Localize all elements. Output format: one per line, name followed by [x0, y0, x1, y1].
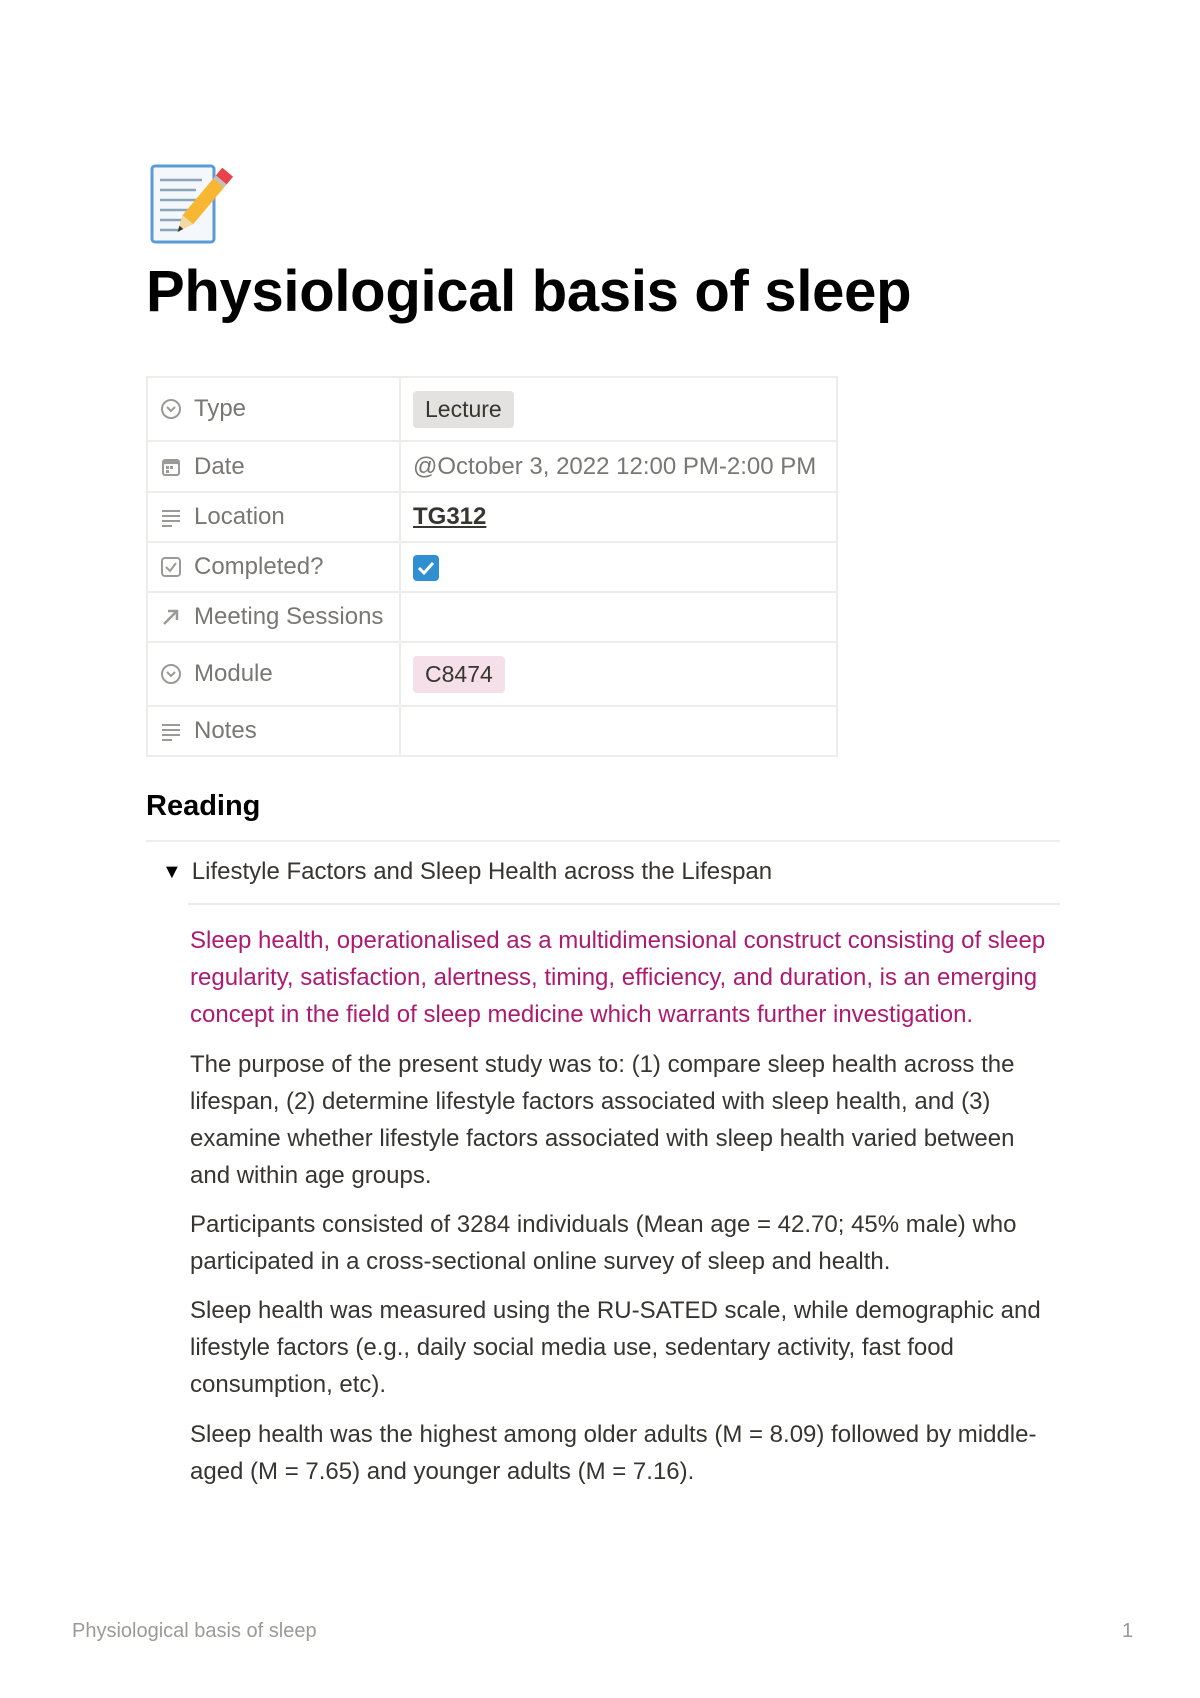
toggle-triangle-icon[interactable]: ▼ — [162, 860, 182, 883]
checkbox-icon — [160, 556, 182, 578]
property-row-location[interactable] — [147, 492, 837, 542]
date-value[interactable]: @October 3, 2022 12:00 PM-2:00 PM — [413, 452, 817, 480]
property-key — [147, 492, 400, 542]
property-value[interactable] — [400, 642, 837, 706]
page-title: Physiological basis of sleep — [146, 259, 912, 324]
property-value[interactable] — [400, 542, 837, 592]
property-key — [147, 542, 400, 592]
divider — [188, 903, 1060, 905]
property-key — [147, 706, 400, 756]
module-tag[interactable]: C8474 — [413, 656, 505, 693]
property-key — [147, 377, 400, 441]
paragraph: The purpose of the present study was to: (1) compare sleep health across the lifespan, (2) determine lifestyle factors associated with sleep health, and (3) examine whether lifestyle factors associated with sleep health varied between and within age groups. — [190, 1051, 1015, 1189]
property-label-location: Location — [194, 503, 285, 530]
highlight-paragraph: Sleep health, operationalised as a multidimensional construct consisting of sleep regularity, satisfaction, alertness, timing, efficiency, and duration, is an emerging concept in the field of sleep medicine which warrants further investigation. — [190, 927, 1046, 1028]
property-row-type[interactable] — [147, 377, 837, 441]
relation-arrow-icon — [160, 606, 182, 628]
property-label-type: Type — [194, 395, 247, 422]
property-row-date[interactable] — [147, 441, 837, 492]
paragraph: Participants consisted of 3284 individuals (Mean age = 42.70; 45% male) who participated in a cross-sectional online survey of sleep and health. — [190, 1211, 1017, 1275]
text-icon — [160, 506, 182, 528]
select-icon — [160, 398, 182, 420]
select-icon — [160, 663, 182, 685]
property-label-meeting-sessions: Meeting Sessions — [194, 603, 384, 630]
properties-table — [146, 376, 838, 757]
location-link[interactable]: TG312 — [413, 503, 487, 530]
property-row-module[interactable] — [147, 642, 837, 706]
property-key — [147, 642, 400, 706]
text-icon — [160, 720, 182, 742]
paragraph: Sleep health was the highest among older adults (M = 8.09) followed by middle-aged (M = 7.65) and younger adults (M = 7.16). — [190, 1421, 1037, 1485]
calendar-icon — [160, 456, 182, 478]
property-label-date: Date — [194, 452, 245, 480]
toggle-title: Lifestyle Factors and Sleep Health across the Lifespan — [191, 858, 773, 885]
property-value[interactable] — [400, 441, 837, 492]
footer-page-number: 1 — [1122, 1620, 1134, 1642]
property-value[interactable] — [400, 377, 837, 441]
property-row-completed[interactable] — [147, 542, 837, 592]
footer-doc-title: Physiological basis of sleep — [72, 1620, 317, 1642]
type-tag[interactable]: Lecture — [413, 391, 514, 428]
section-heading-reading: Reading — [146, 790, 261, 822]
property-label-completed: Completed? — [194, 553, 324, 580]
property-value[interactable] — [400, 706, 837, 756]
property-value[interactable] — [400, 492, 837, 542]
property-row-meeting-sessions[interactable] — [147, 592, 837, 642]
divider — [146, 840, 1060, 842]
property-label-module: Module — [194, 660, 273, 687]
memo-icon — [146, 158, 236, 248]
checked-checkbox-icon[interactable] — [413, 555, 439, 581]
toggle-block[interactable] — [162, 858, 772, 886]
property-value[interactable] — [400, 592, 837, 642]
property-key — [147, 441, 400, 492]
property-key — [147, 592, 400, 642]
property-row-notes[interactable] — [147, 706, 837, 756]
property-label-notes: Notes — [194, 717, 257, 744]
paragraph: Sleep health was measured using the RU-SATED scale, while demographic and lifestyle factors (e.g., daily social media use, sedentary activity, fast food consumption, etc). — [190, 1297, 1041, 1398]
